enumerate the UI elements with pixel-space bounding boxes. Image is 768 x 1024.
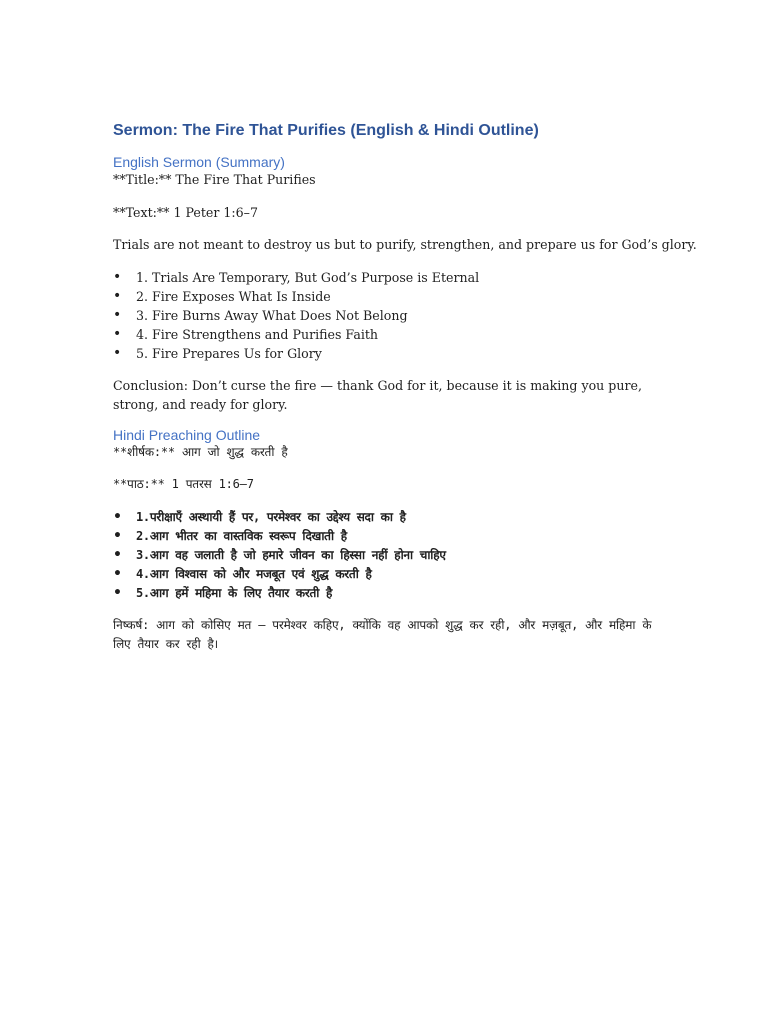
bullet-icon: •	[113, 566, 122, 583]
hindi-title-line: **शीर्षक:** आग जो शुद्ध करती है	[113, 444, 288, 459]
english-conclusion: Conclusion: Don’t curse the fire — thank God for it, because it is making you pure, strong, and ready for glory.	[113, 377, 642, 413]
list-item: • 1.परीक्षाएँ अस्थायी हैं पर, परमेश्वर का उद्देश्य सदा का है	[113, 508, 653, 527]
list-item: • 4. Fire Strengthens and Purifies Faith	[113, 325, 653, 344]
list-item: • 2. Fire Exposes What Is Inside	[113, 287, 653, 306]
bullet-icon: •	[113, 546, 122, 563]
hindi-text-line: **पाठ:** 1 पतरस 1:6–7	[113, 477, 254, 492]
document-page	[113, 122, 697, 668]
english-section-heading: English Sermon (Summary)	[113, 154, 285, 170]
document-title: Sermon: The Fire That Purifies (English & Hindi Outline)	[113, 122, 539, 139]
bullet-icon: •	[113, 345, 122, 362]
list-item: • 3. Fire Burns Away What Does Not Belong	[113, 306, 653, 325]
list-item: • 2.आग भीतर का वास्तविक स्वरूप दिखाती है	[113, 527, 653, 546]
bullet-icon: •	[113, 306, 122, 323]
english-title-line: **Title:** The Fire That Purifies	[113, 172, 316, 187]
hindi-points-list	[113, 508, 653, 604]
english-points-list	[113, 268, 653, 364]
list-item: • 3.आग वह जलाती है जो हमारे जीवन का हिस्सा नहीं होना चाहिए	[113, 546, 653, 565]
list-item: • 5. Fire Prepares Us for Glory	[113, 344, 653, 363]
list-item: • 4.आग विश्वास को और मजबूत एवं शुद्ध करती है	[113, 565, 653, 584]
list-item: • 1. Trials Are Temporary, But God’s Purpose is Eternal	[113, 268, 653, 287]
bullet-icon: •	[113, 268, 122, 285]
bullet-icon: •	[113, 508, 122, 525]
bullet-icon: •	[113, 326, 122, 343]
hindi-conclusion: निष्कर्ष: आग को कोसिए मत — परमेश्वर कहिए, क्योंकि वह आपको शुद्ध कर रही, और मज़बूत, और महिमा के लिए तैयार कर रही है।	[113, 617, 652, 652]
english-text-line: **Text:** 1 Peter 1:6–7	[113, 204, 258, 220]
bullet-icon: •	[113, 585, 122, 602]
hindi-section-heading: Hindi Preaching Outline	[113, 426, 261, 443]
bullet-icon: •	[113, 287, 122, 304]
english-intro: Trials are not meant to destroy us but to purify, strengthen, and prepare us for God’s glory.	[113, 237, 697, 252]
bullet-icon: •	[113, 527, 122, 544]
list-item: • 5.आग हमें महिमा के लिए तैयार करती है	[113, 584, 653, 603]
